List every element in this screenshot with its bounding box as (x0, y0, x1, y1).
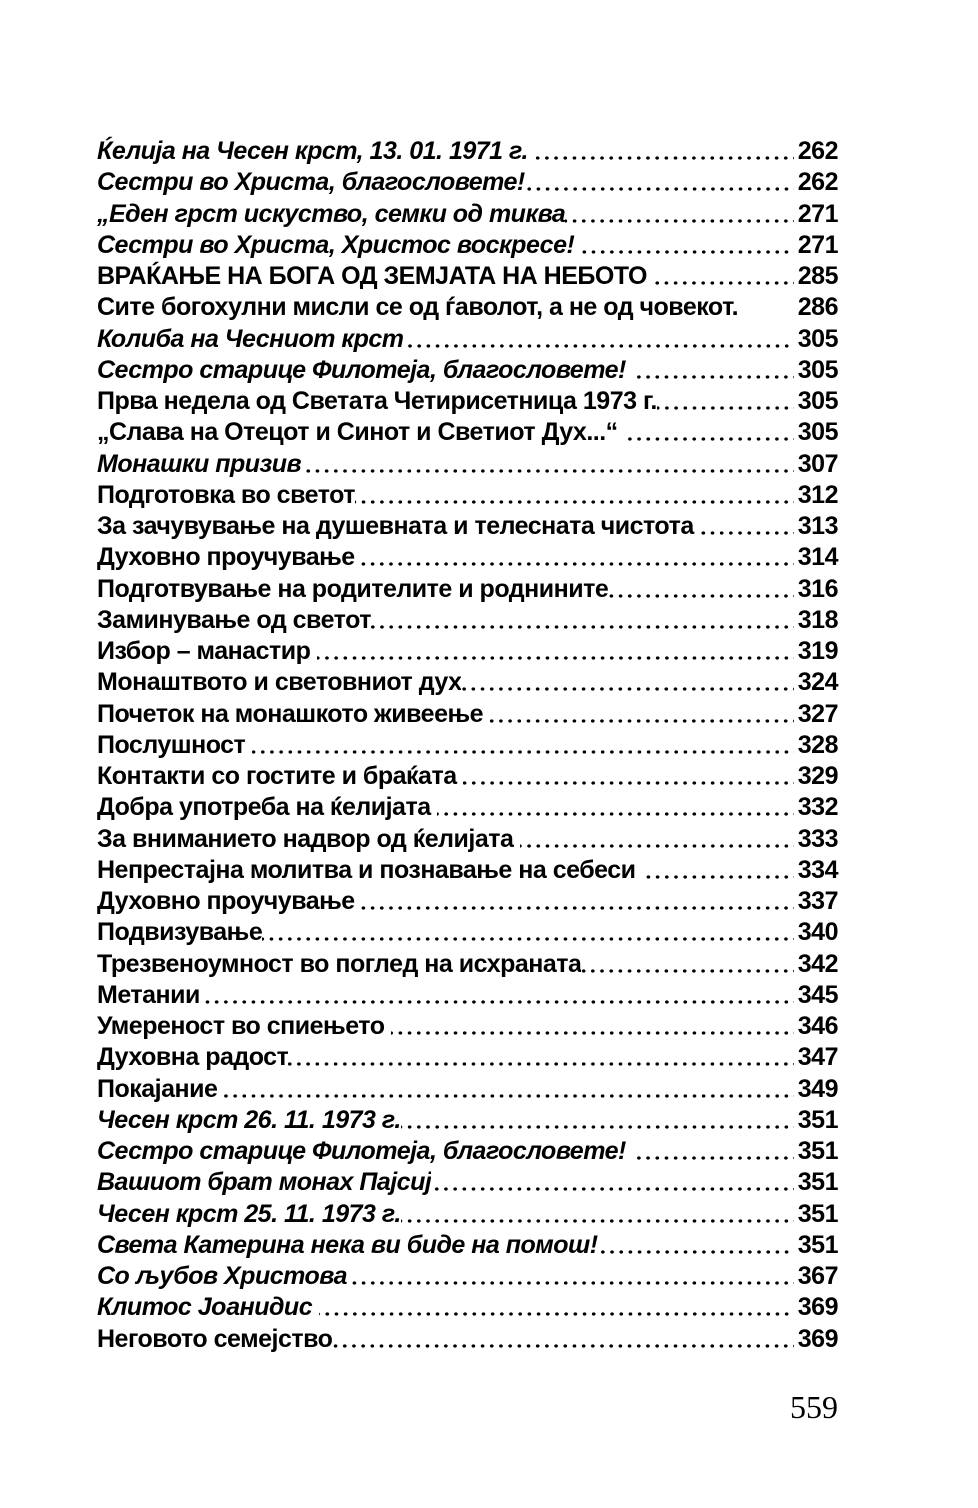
toc-entry-page: 324 (797, 668, 838, 697)
toc-entry-page: 319 (797, 637, 838, 665)
dot-leader (461, 667, 793, 698)
dot-leader (608, 574, 794, 605)
toc-entry-title: Добра употреба на ќелијата (97, 793, 438, 822)
toc-entry-title: Чесен крст 26. 11. 1973 г. (97, 1105, 401, 1134)
dot-leader (581, 949, 793, 980)
toc-entry-title: За зачувување на душевната и телесната чистота (97, 512, 701, 540)
dot-leader (525, 167, 794, 198)
toc-entry-title: Контакти со гостите и браќата (97, 762, 464, 790)
toc-entry (97, 1292, 838, 1323)
dot-leader (624, 417, 794, 448)
dot-leader (565, 199, 793, 230)
toc-entry-page: 346 (797, 1012, 838, 1040)
toc-entry-title: Ќелија на Чесен крст, 13. 01. 1971 г. (97, 137, 535, 165)
toc-entry (97, 1042, 838, 1073)
toc-entry-page: 332 (797, 793, 838, 822)
toc-entry-title: Сестри во Христа, Христос воскресе! (97, 230, 581, 259)
toc-entry (97, 949, 838, 980)
toc-entry-page: 369 (797, 1293, 838, 1322)
toc-entry (97, 230, 838, 261)
dot-leader (738, 292, 794, 323)
toc-entry (97, 1074, 838, 1105)
dot-leader (534, 136, 793, 167)
dot-leader (317, 636, 794, 667)
toc-entry-title: Духовно проучување (97, 543, 362, 572)
toc-entry-title: Умереност во спиењето (97, 1012, 391, 1040)
toc-entry-page: 305 (797, 387, 838, 415)
toc-entry (97, 480, 838, 511)
toc-entry (97, 605, 838, 636)
toc-entry (97, 636, 838, 667)
toc-entry-title: За вниманието надвор од ќелијата (97, 824, 520, 853)
toc-entry-title: Сестро старице Филотеја, благословете! (97, 355, 633, 384)
toc-entry-title: Монашки призив (97, 449, 302, 478)
toc-entry-page: 285 (797, 262, 838, 290)
toc-entry-title: Сестри во Христа, благословете! (97, 168, 525, 197)
dot-leader (520, 824, 794, 855)
toc-entry-title: Монаштвото и световниот дух (97, 668, 462, 697)
toc-entry-title: Колиба на Чесниот крст (97, 324, 404, 353)
toc-entry-title: Со љубов Христова (97, 1262, 347, 1290)
toc-entry-page: 271 (797, 199, 838, 228)
toc-entry (97, 386, 838, 417)
toc-entry-title: Света Катерина нека ви биде на помош! (97, 1230, 598, 1259)
toc-entry-page: 351 (797, 1105, 838, 1134)
toc-entry-page: 262 (797, 168, 838, 197)
toc-entry (97, 886, 838, 917)
dot-leader (355, 480, 794, 511)
dot-leader (581, 230, 794, 261)
toc-entry-page: 351 (797, 1168, 838, 1197)
toc-entry-title: Заминување од светот (97, 605, 371, 634)
toc-entry-page: 329 (797, 762, 838, 790)
toc-entry-page: 342 (797, 949, 838, 978)
page-number: 559 (790, 1389, 838, 1425)
toc-entry-page: 312 (797, 480, 838, 509)
toc-entry-title: „Еден грст искуство, семки од тиква (97, 199, 566, 228)
dot-leader (489, 699, 793, 730)
dot-leader (404, 324, 794, 355)
toc-list (97, 136, 838, 1355)
dot-leader (288, 1042, 793, 1073)
toc-entry-title: Почеток на монашкото живеење (97, 699, 490, 728)
dot-leader (632, 355, 793, 386)
toc-entry (97, 449, 838, 480)
toc-entry (97, 761, 838, 792)
dot-leader (361, 542, 794, 573)
toc-entry (97, 699, 838, 730)
toc-entry-title: Вашиот брат монах Пајсиј (97, 1168, 432, 1197)
toc-entry-title: Подвизување (97, 918, 263, 947)
toc-entry (97, 136, 838, 167)
dot-leader (700, 511, 794, 542)
toc-entry-page: 349 (797, 1074, 838, 1103)
toc-entry-title: Подготовка во светот (97, 480, 356, 509)
dot-leader (431, 1167, 793, 1198)
toc-entry-title: Подготвување на родителите и роднините (97, 574, 609, 603)
toc-entry (97, 417, 838, 448)
toc-entry-page: 333 (797, 824, 838, 853)
dot-leader (347, 1261, 794, 1292)
toc-entry (97, 1230, 838, 1261)
toc-entry-title: Избор – манастир (97, 637, 317, 665)
toc-entry-page: 305 (797, 324, 838, 353)
toc-entry-page: 351 (797, 1230, 838, 1259)
toc-entry (97, 1324, 838, 1355)
dot-leader (361, 886, 794, 917)
toc-entry-page: 313 (797, 512, 838, 540)
toc-entry-title: Послушност (97, 730, 252, 759)
toc-entry-page: 286 (797, 293, 838, 322)
toc-entry (97, 917, 838, 948)
toc-entry (97, 1105, 838, 1136)
toc-entry (97, 574, 838, 605)
dot-leader (262, 917, 794, 948)
toc-entry (97, 1261, 838, 1292)
toc-entry (97, 792, 838, 823)
toc-entry-title: Неговото семејство (97, 1324, 333, 1353)
toc-entry-page: 347 (797, 1043, 838, 1072)
dot-leader (632, 1136, 793, 1167)
toc-entry-page: 318 (797, 605, 838, 634)
toc-entry-title: Прва недела од Светата Четирисетница 1973 г. (97, 387, 657, 415)
toc-entry-title: Метании (97, 980, 200, 1009)
toc-entry-page: 316 (797, 574, 838, 603)
toc-entry-page: 328 (797, 730, 838, 759)
toc-entry (97, 1136, 838, 1167)
toc-entry (97, 199, 838, 230)
toc-entry-page: 314 (797, 543, 838, 572)
dot-leader (437, 792, 794, 823)
toc-entry (97, 980, 838, 1011)
toc-entry-title: Духовно проучување (97, 887, 362, 915)
toc-entry (97, 855, 838, 886)
toc-entry-page: 271 (797, 230, 838, 259)
dot-leader (301, 449, 794, 480)
dot-leader (224, 1074, 794, 1105)
toc-entry (97, 824, 838, 855)
toc-entry (97, 1011, 838, 1042)
toc-entry-page: 337 (797, 887, 838, 915)
toc-entry-title: „Слава на Отецот и Синот и Светиот Дух...“ (97, 418, 625, 447)
dot-leader (598, 1230, 794, 1261)
toc-entry-title: Сестро старице Филотеја, благословете! (97, 1137, 633, 1165)
toc-entry-page: 345 (797, 980, 838, 1009)
dot-leader (653, 261, 793, 292)
toc-entry-title: Покајание (97, 1074, 224, 1103)
dot-leader (463, 761, 794, 792)
toc-entry (97, 355, 838, 386)
toc-entry-page: 305 (797, 355, 838, 384)
dot-leader (401, 1105, 794, 1136)
toc-entry-page: 334 (797, 855, 838, 884)
dot-leader (657, 386, 794, 417)
toc-entry-title: Непрестајна молитва и познавање на себеси (97, 855, 642, 884)
toc-entry-page: 340 (797, 918, 838, 947)
toc-entry (97, 511, 838, 542)
toc-entry-page: 305 (797, 418, 838, 447)
toc-entry-page: 327 (797, 699, 838, 728)
dot-leader (642, 855, 794, 886)
toc-entry (97, 324, 838, 355)
toc-entry-title: Сите богохулни мисли се од ѓаволот, а не од човекот. (97, 293, 739, 322)
dot-leader (252, 730, 794, 761)
toc-entry-title: Трезвеноумност во поглед на исхраната (97, 949, 582, 978)
toc-entry (97, 1167, 838, 1198)
toc-entry (97, 292, 838, 323)
toc-entry (97, 261, 838, 292)
dot-leader (200, 980, 794, 1011)
toc-entry-title: Чесен крст 25. 11. 1973 г. (97, 1199, 401, 1228)
toc-entry (97, 542, 838, 573)
toc-entry (97, 167, 838, 198)
dot-leader (332, 1324, 793, 1355)
toc-entry (97, 730, 838, 761)
toc-entry-title: Духовна радост (97, 1043, 289, 1072)
toc-entry-title: ВРАЌАЊЕ НА БОГА ОД ЗЕМЈАТА НА НЕБОТО (97, 262, 654, 290)
dot-leader (371, 605, 794, 636)
toc-entry-page: 367 (797, 1262, 838, 1290)
toc-entry (97, 1199, 838, 1230)
toc-entry-page: 262 (797, 137, 838, 165)
dot-leader (401, 1199, 794, 1230)
toc-entry-title: Клитос Јоанидис (97, 1293, 319, 1322)
toc-entry-page: 369 (797, 1324, 838, 1353)
dot-leader (391, 1011, 794, 1042)
toc-entry-page: 307 (797, 449, 838, 478)
toc-entry (97, 667, 838, 698)
dot-leader (319, 1292, 794, 1323)
toc-entry-page: 351 (797, 1137, 838, 1165)
toc-entry-page: 351 (797, 1199, 838, 1228)
